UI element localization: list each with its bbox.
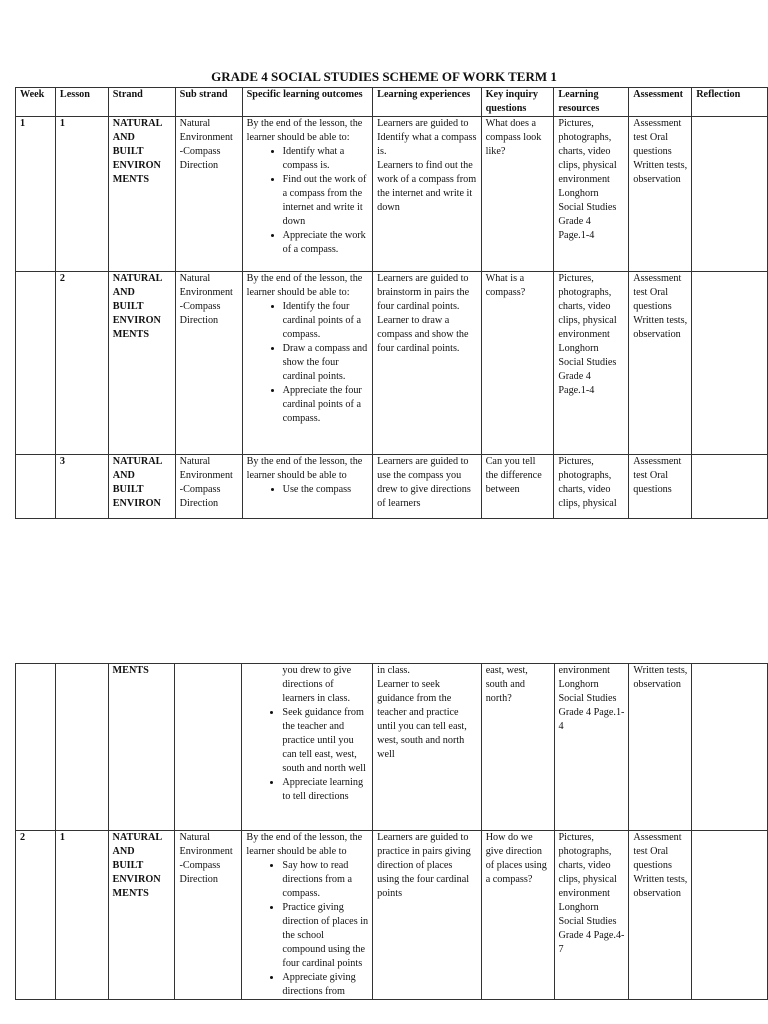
list-item: • Appreciate learning to tell directions [282, 776, 368, 804]
table-row [16, 272, 768, 454]
substrand-cell: Natural Environment -Compass Direction [175, 831, 242, 1000]
header-week: Week [16, 88, 56, 117]
substrand-cell [175, 664, 242, 831]
outcomes-intro: By the end of the lesson, the learner should be able to [246, 832, 363, 857]
list-item: • Draw a compass and show the four cardinal points. [283, 342, 369, 384]
experiences-text: Learners are guided to use the compass you drew to give directions of learners [377, 455, 471, 509]
week-cell: 1 [16, 117, 56, 272]
assessment-cell: Assessment test Oral questions Written tests, observation [629, 272, 692, 454]
outcomes-intro: By the end of the lesson, the learner should be able to: [246, 118, 363, 143]
header-outcomes: Specific learning outcomes [242, 88, 373, 117]
resources-cell: Pictures, photographs, charts, video clips, physical environment Longhorn Social Studies Grade 4 Page.1-4 [554, 117, 629, 272]
question-text: Can you tell the difference between [485, 455, 542, 495]
outcomes-list [246, 859, 368, 999]
strand-cell: MENTS [108, 664, 175, 831]
reflection-cell [692, 454, 768, 518]
experiences-cell [373, 454, 481, 518]
lesson-cell: 1 [55, 831, 108, 1000]
lesson-cell: 2 [55, 272, 108, 454]
substrand-text: Natural Environment -Compass Direction [179, 455, 233, 509]
question-cell: How do we give direction of places using a compass? [481, 831, 554, 1000]
week-cell [16, 664, 56, 831]
resources-cell [554, 454, 629, 518]
lesson-cell [55, 664, 108, 831]
week-cell: 2 [16, 831, 56, 1000]
table-row [16, 117, 768, 272]
question-cell: east, west, south and north? [481, 664, 554, 831]
header-lesson: Lesson [55, 88, 108, 117]
resources-cell: Pictures, photographs, charts, video clips, physical environment Longhorn Social Studies Grade 4 Page.4-7 [554, 831, 629, 1000]
experiences-cell: Learners are guided to practice in pairs giving direction of places using the four cardinal points [373, 831, 482, 1000]
assessment-cell: Assessment test Oral questions Written tests, observation [629, 117, 692, 272]
substrand-cell: Natural Environment -Compass Direction [175, 117, 242, 272]
outcomes-cell [242, 454, 373, 518]
outcomes-cell [242, 664, 373, 831]
outcomes-cell [242, 272, 373, 454]
experiences-cell: Learners are guided to Identify what a compass is. Learners to find out the work of a compass from the internet and write it down [373, 117, 481, 272]
outcomes-list [247, 145, 369, 257]
experiences-cell: in class. Learner to seek guidance from the teacher and practice until you can tell east, west, south and north well [373, 664, 482, 831]
list-item: • Seek guidance from the teacher and practice until you can tell east, west, south and north well [282, 706, 368, 776]
assessment-text: Assessment test Oral questions [633, 455, 682, 495]
list-item: • Appreciate giving directions from [282, 971, 368, 999]
list-item: • Say how to read directions from a compass. [282, 859, 368, 901]
question-cell [481, 454, 554, 518]
header-substrand: Sub strand [175, 88, 242, 117]
assessment-cell [629, 454, 692, 518]
scheme-table-page-2 [15, 663, 768, 1000]
reflection-cell [692, 117, 768, 272]
outcomes-list [246, 664, 368, 804]
question-cell: What does a compass look like? [481, 117, 554, 272]
experiences-cell: Learners are guided to brainstorm in pairs the four cardinal points. Learner to draw a compass and show the four cardinal points. [373, 272, 481, 454]
list-item: • Appreciate the four cardinal points of a compass. [283, 384, 369, 426]
week-cell [16, 272, 56, 454]
resources-cell: environment Longhorn Social Studies Grade 4 Page.1-4 [554, 664, 629, 831]
header-resources: Learning resources [554, 88, 629, 117]
resources-cell: Pictures, photographs, charts, video clips, physical environment Longhorn Social Studies Grade 4 Page.1-4 [554, 272, 629, 454]
table-row [16, 454, 768, 518]
outcomes-cell [242, 831, 373, 1000]
outcomes-list [247, 300, 369, 426]
lesson-cell: 3 [55, 454, 108, 518]
substrand-cell: Natural Environment -Compass Direction [175, 272, 242, 454]
reflection-cell [692, 831, 768, 1000]
list-item-continued: you drew to give directions of learners in class. [282, 665, 352, 704]
list-item: • Identify the four cardinal points of a compass. [283, 300, 369, 342]
header-assessment: Assessment [629, 88, 692, 117]
scheme-table-page-1 [15, 87, 768, 519]
outcomes-intro: By the end of the lesson, the learner should be able to: [246, 273, 363, 299]
list-item: • Use the compass [283, 483, 369, 497]
outcomes-intro: By the end of the lesson, the learner should be able to [246, 455, 363, 481]
header-row [16, 88, 768, 117]
lesson-cell: 1 [55, 117, 108, 272]
list-item: • Identify what a compass is. [283, 145, 369, 173]
page-title: GRADE 4 SOCIAL STUDIES SCHEME OF WORK TERM 1 [211, 69, 557, 84]
reflection-cell [692, 664, 768, 831]
table-row [16, 831, 768, 1000]
week-cell [16, 454, 56, 518]
strand-cell [108, 454, 175, 518]
table-row [16, 664, 768, 831]
strand-text: NATURAL AND BUILT ENVIRON [112, 455, 163, 509]
header-strand: Strand [108, 88, 175, 117]
list-item: • Practice giving direction of places in the school compound using the four cardinal points [282, 901, 368, 971]
assessment-cell: Written tests, observation [629, 664, 692, 831]
substrand-cell [175, 454, 242, 518]
strand-cell: NATURAL AND BUILT ENVIRON MENTS [108, 272, 175, 454]
reflection-cell [692, 272, 768, 454]
strand-cell: NATURAL AND BUILT ENVIRON MENTS [108, 117, 175, 272]
list-item: • Find out the work of a compass from the internet and write it down [283, 173, 369, 229]
question-cell: What is a compass? [481, 272, 554, 454]
header-questions: Key inquiry questions [481, 88, 554, 117]
outcomes-wrap [246, 831, 368, 999]
strand-cell: NATURAL AND BUILT ENVIRON MENTS [108, 831, 175, 1000]
outcomes-cell [242, 117, 373, 272]
header-reflection: Reflection [692, 88, 768, 117]
header-experiences: Learning experiences [373, 88, 481, 117]
resources-text: Pictures, photographs, charts, video clips, physical [558, 455, 617, 509]
outcomes-wrap [247, 455, 369, 497]
outcomes-list [247, 483, 369, 497]
list-item: • Appreciate the work of a compass. [283, 229, 369, 257]
assessment-cell: Assessment test Oral questions Written tests, observation [629, 831, 692, 1000]
